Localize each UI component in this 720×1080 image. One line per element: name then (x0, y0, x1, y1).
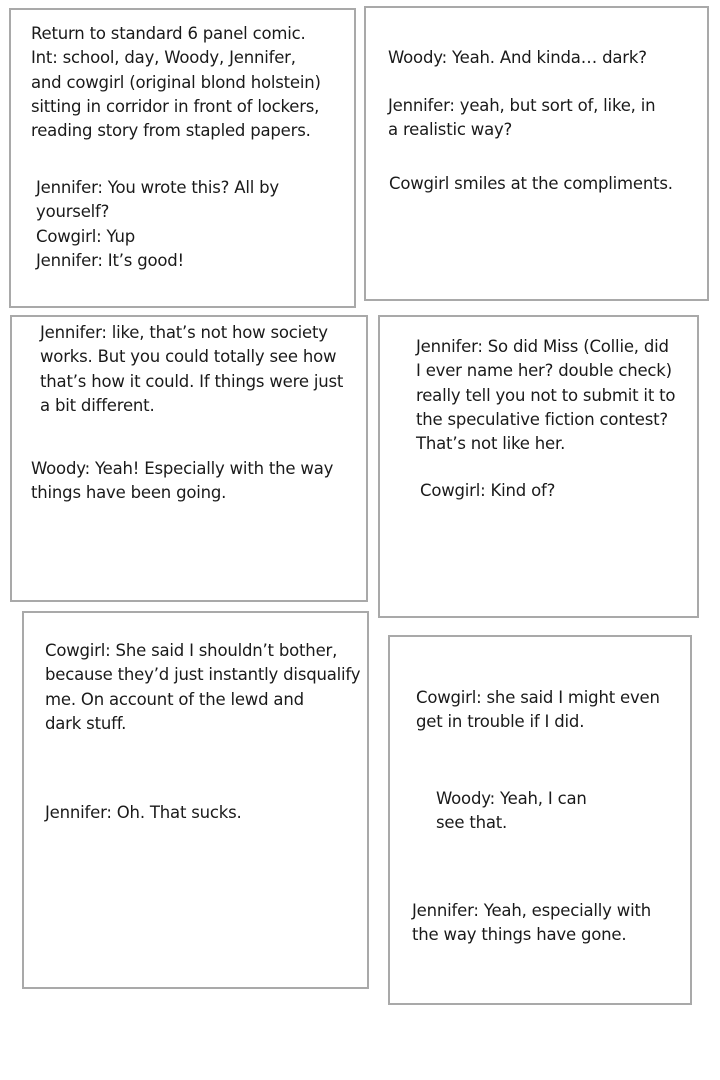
dialogue-block: Cowgirl: Kind of? (420, 481, 556, 500)
action-description: Cowgirl smiles at the compliments. (389, 174, 673, 193)
dialogue-block: Woody: Yeah, I can see that. (436, 789, 587, 833)
dialogue-block: Jennifer: So did Miss (Collie, did I ever name her? double check) really tell you not to submit it to the speculative fiction contest? That’s not like her. (416, 337, 676, 454)
comic-panel-4 (378, 315, 699, 618)
dialogue-block: Cowgirl: she said I might even get in trouble if I did. (416, 688, 660, 732)
comic-panel-6 (388, 635, 692, 1005)
dialogue-block: Woody: Yeah! Especially with the way things have been going. (31, 459, 334, 503)
dialogue-block: Jennifer: yeah, but sort of, like, in a realistic way? (388, 96, 656, 140)
comic-panel-1 (9, 8, 356, 308)
dialogue-block: Cowgirl: She said I shouldn’t bother, because they’d just instantly disqualify me. On account of the lewd and dark stuff. (45, 641, 361, 733)
dialogue-block: Jennifer: Oh. That sucks. (45, 803, 242, 822)
scene-description: Return to standard 6 panel comic. Int: school, day, Woody, Jennifer, and cowgirl (original blond holstein) sitting in corridor in front of lockers, reading story from stapled papers. (31, 24, 321, 141)
comic-panel-2 (364, 6, 709, 301)
dialogue-block: Jennifer: Yeah, especially with the way things have gone. (412, 901, 651, 945)
dialogue-block: Jennifer: like, that’s not how society works. But you could totally see how that’s how it could. If things were just a bit different. (40, 323, 344, 415)
comic-panel-3 (10, 315, 368, 602)
dialogue-block: Woody: Yeah. And kinda… dark? (388, 48, 647, 67)
dialogue-block: Jennifer: You wrote this? All by yourself? Cowgirl: Yup Jennifer: It’s good! (36, 178, 279, 270)
comic-panel-5 (22, 611, 369, 989)
